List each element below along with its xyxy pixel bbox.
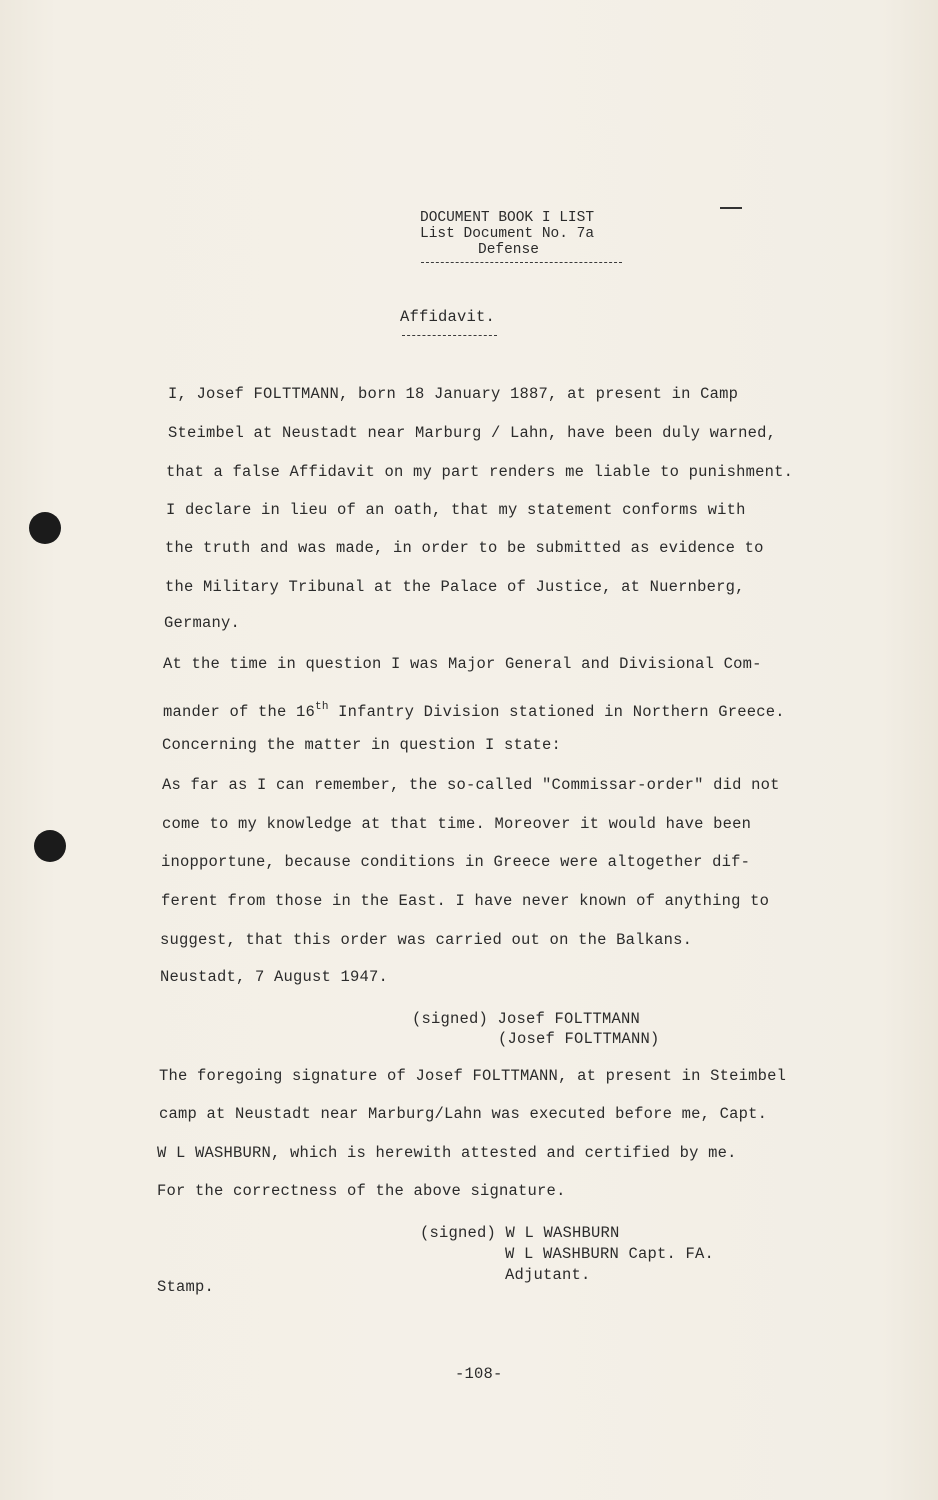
signature-1-name: (Josef FOLTTMANN) xyxy=(498,1030,660,1048)
body-line: ferent from those in the East. I have never known of anything to xyxy=(161,892,770,910)
body-line: Germany. xyxy=(164,614,241,632)
body-line: As far as I can remember, the so-called "Commissar-order" did not xyxy=(162,776,780,794)
stamp-label: Stamp. xyxy=(157,1278,215,1296)
body-line xyxy=(163,698,785,721)
body-line: W L WASHBURN, which is herewith attested and certified by me. xyxy=(157,1144,737,1162)
body-line: I, Josef FOLTTMANN, born 18 January 1887, at present in Camp xyxy=(168,385,739,403)
body-text: Infantry Division stationed in Northern Greece. xyxy=(328,703,785,721)
body-line: Concerning the matter in question I state: xyxy=(162,736,562,754)
header-underline xyxy=(421,262,622,263)
body-text: mander of the 16 xyxy=(163,703,316,721)
title-underline xyxy=(402,335,497,336)
body-line: Steimbel at Neustadt near Marburg / Lahn, have been duly warned, xyxy=(168,424,777,442)
body-line: that a false Affidavit on my part renders me liable to punishment. xyxy=(166,463,794,481)
header-line-2: List Document No. 7a xyxy=(420,226,595,242)
body-line: suggest, that this order was carried out on the Balkans. xyxy=(160,931,693,949)
body-line: come to my knowledge at that time. Moreover it would have been xyxy=(162,815,752,833)
signature-2: (signed) W L WASHBURN xyxy=(420,1224,620,1242)
document-header xyxy=(420,210,630,258)
header-line-1: DOCUMENT BOOK I LIST xyxy=(420,210,595,226)
page-number: -108- xyxy=(455,1365,503,1383)
body-line: camp at Neustadt near Marburg/Lahn was executed before me, Capt. xyxy=(159,1105,768,1123)
header-line-3: Defense xyxy=(478,242,539,258)
punch-hole-bottom xyxy=(34,830,66,862)
body-line: I declare in lieu of an oath, that my statement conforms with xyxy=(166,501,746,519)
punch-hole-top xyxy=(29,512,61,544)
superscript: th xyxy=(315,701,329,713)
body-line: the Military Tribunal at the Palace of Justice, at Nuernberg, xyxy=(165,578,745,596)
signature-1: (signed) Josef FOLTTMANN xyxy=(412,1010,641,1028)
place-date: Neustadt, 7 August 1947. xyxy=(160,968,389,986)
body-line: The foregoing signature of Josef FOLTTMANN, at present in Steimbel xyxy=(159,1067,787,1085)
signature-2-title: Adjutant. xyxy=(505,1266,591,1284)
body-line: At the time in question I was Major General and Divisional Com- xyxy=(163,655,762,673)
margin-mark xyxy=(720,207,742,209)
signature-2-name: W L WASHBURN Capt. FA. xyxy=(505,1245,715,1263)
affidavit-title: Affidavit. xyxy=(400,308,496,326)
body-line: the truth and was made, in order to be submitted as evidence to xyxy=(165,539,764,557)
body-line: inopportune, because conditions in Greece were altogether dif- xyxy=(161,853,751,871)
body-line: For the correctness of the above signature. xyxy=(157,1182,566,1200)
